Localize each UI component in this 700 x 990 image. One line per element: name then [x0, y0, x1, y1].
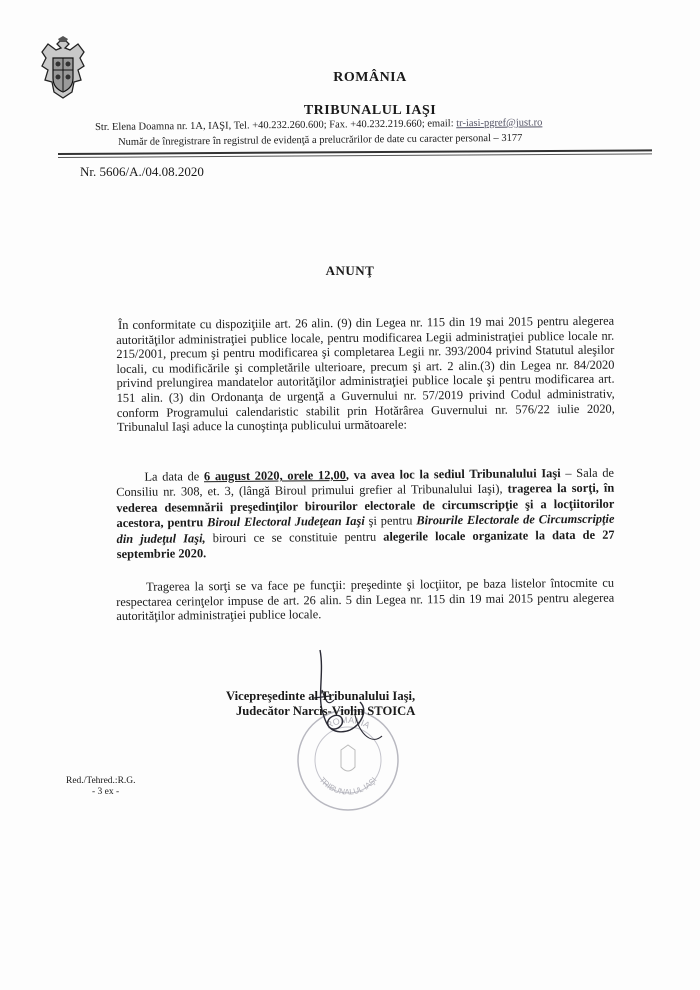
paragraph-3-text: Tragerea la sorţi se va face pe funcţii: preşedinte şi locţiitor, pe baza listelor întocmite cu respectarea cerinţelor impuse de art. 26 alin. 5 din Legea nr. 115 din 19 mai 2015 pentru alegerea autorităţilor administraţiei publice locale.	[116, 575, 615, 624]
header-court-name: TRIBUNALUL IAŞI	[303, 103, 437, 118]
p2-constitute: birouri ce se constituie pentru	[205, 529, 384, 545]
p2-county-bureau: Biroul Electoral Judeţean Iaşi	[207, 514, 365, 530]
email-link[interactable]: tr-iasi-pgref@just.ro	[456, 117, 543, 130]
document-number: Nr. 5606/A./04.08.2020	[80, 164, 204, 179]
p2-purpose: tragerea la sorţi, în vederea desemnării preşedinţilor birourilor electorale de circumscripţie şi a locţiitorilor acestora, pentru	[116, 481, 615, 531]
p2-and: şi pentru	[364, 513, 417, 529]
address-text: Str. Elena Doamna nr. 1A, IAŞI, Tel. +40.232.260.600; Fax. +40.232.219.660; email:	[95, 118, 454, 133]
p2-date: 6 august 2020, orele 12,00	[203, 467, 346, 484]
paragraph-1	[116, 314, 615, 435]
stamp-top-text: ROMÂNIA	[324, 714, 372, 731]
p2-room: – Sala de Consiliu nr. 308, et. 3, (lângă Biroul primului grefier al Tribunalului Iaşi),	[116, 465, 615, 500]
paragraph-3	[116, 576, 614, 624]
header-registration: Număr de înregistrare în registrul de evidenţă a prelucrărilor de date cu caracter personal – 3177	[118, 132, 523, 148]
p2-intro: La data de	[144, 469, 205, 484]
p2-elections: alegerile locale organizate la data de 27 septembrie 2020.	[116, 527, 615, 562]
signatory-title: Vicepreşedinte al Tribunalului Iaşi,	[226, 689, 416, 703]
paragraph-1-text: În conformitate cu dispoziţiile art. 26 alin. (9) din Legea nr. 115 din 19 mai 2015 pentru alegerea autorităţilor administraţiei publice locale, pentru modificarea Legii administraţiei publice locale nr. 215/2001, precum şi pentru modificarea şi completarea Legii nr. 393/2004 privind Statutul aleşilor locali, cu modificările şi completările ulterioare, precum şi art. 2 alin.(3) din Legea nr. 84/2020 privind prelungirea mandatelor autorităţilor administraţiei publice locale şi pentru modificarea art. 151 alin. (3) din Ordonanţa de urgenţă a Guvernului nr. 57/2019 privind Codul administrativ, conform Programului calendaristic stabilit prin Hotărârea Guvernului nr. 576/22 iulie 2020, Tribunalul Iaşi aduce la cunoştinţa publicului următoarele:	[116, 313, 615, 435]
svg-text:TRIBUNALUL IAŞI	[317, 775, 378, 796]
header-country: ROMÂNIA	[333, 70, 407, 85]
editor-initials: Red./Tehred.:R.G.	[66, 776, 136, 786]
copy-count: - 3 ex -	[92, 787, 120, 797]
p2-location: , va avea loc la sediul Tribunalului Iaşi	[345, 466, 561, 482]
stamp-bottom-text: TRIBUNALUL IAŞI	[317, 775, 379, 797]
signatory-name: Judecător Narcis-Violin STOICA	[236, 704, 416, 718]
document-title: ANUNŢ	[325, 263, 375, 278]
paragraph-2	[116, 466, 615, 563]
p2-circ-bureaus: Birourile Electorale de Circumscripţie din judeţul Iaşi,	[116, 511, 615, 546]
coat-of-arms-icon	[38, 36, 88, 102]
